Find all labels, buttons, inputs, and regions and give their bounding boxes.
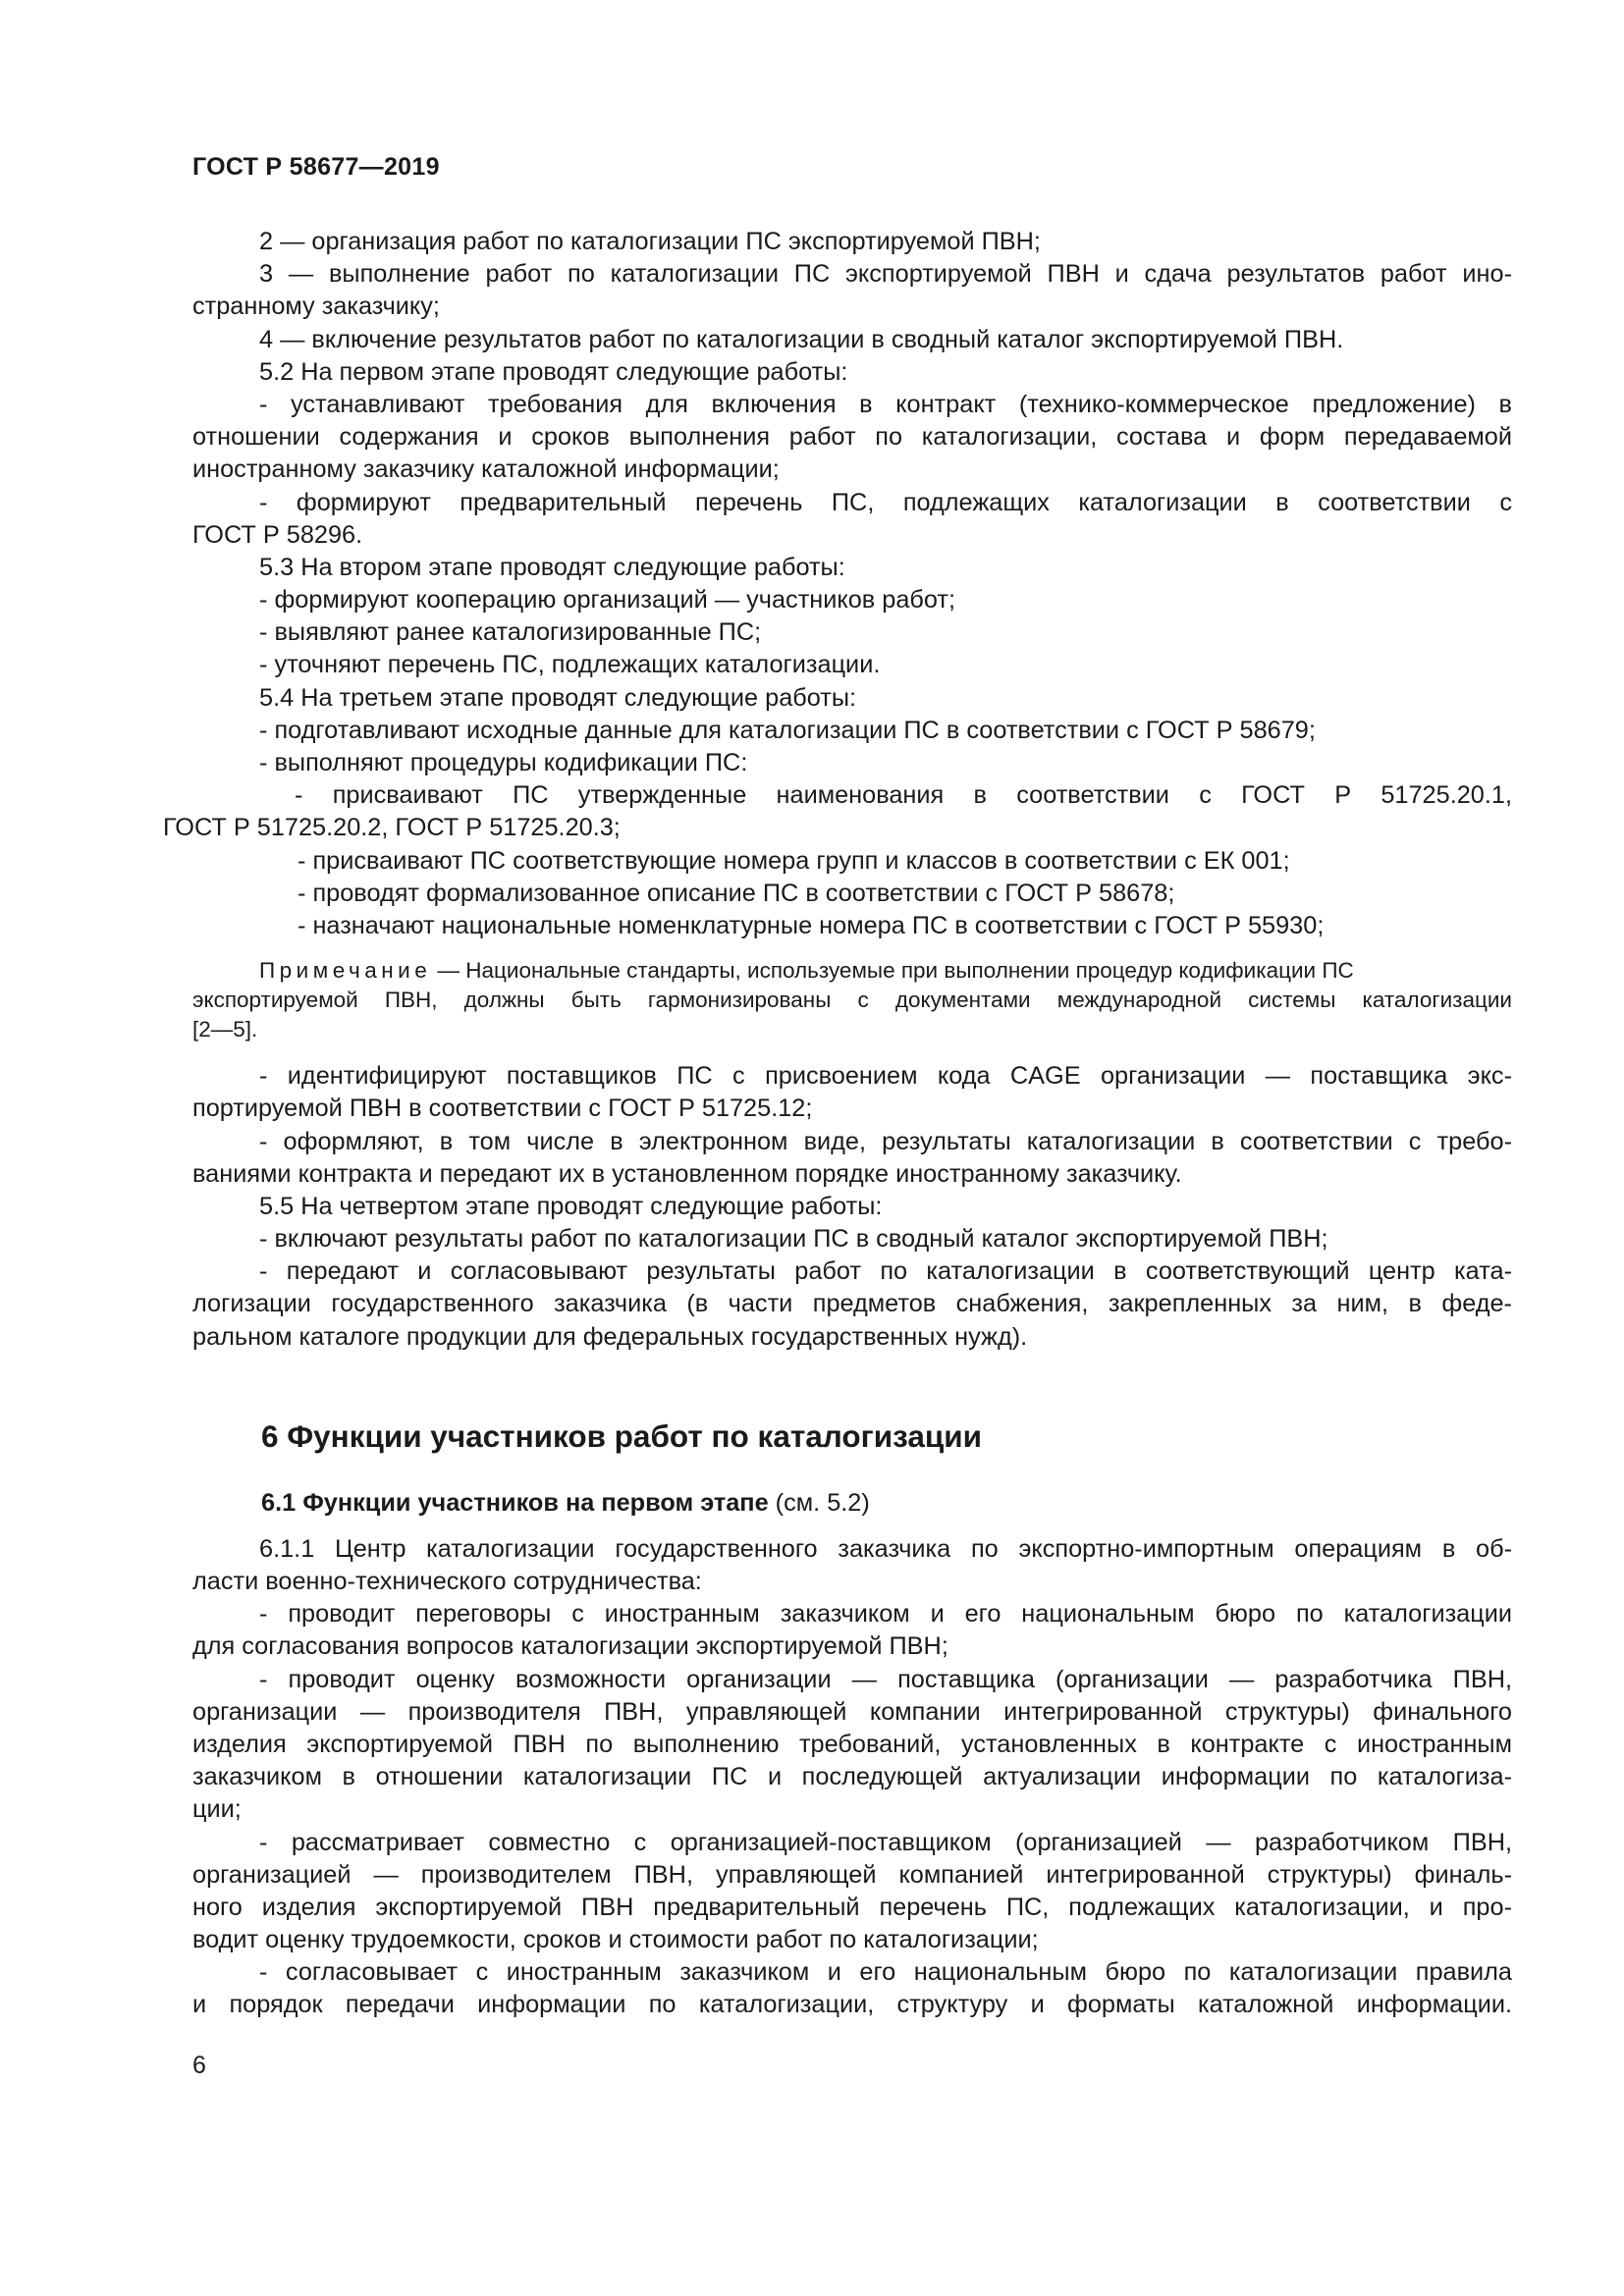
- note-text-3: [2—5].: [192, 1017, 258, 1042]
- note-block: [192, 956, 1512, 1044]
- text-line: и порядок передачи информации по каталогизации, структуру и форматы каталожной информации.: [192, 1991, 1512, 2019]
- text-line: 3 — выполнение работ по каталогизации ПС экспортируемой ПВН и сдача результатов работ ино-: [259, 260, 1512, 289]
- text-line: логизации государственного заказчика (в части предметов снабжения, закрепленных за ним, в феде-: [192, 1290, 1512, 1318]
- section-6-heading: 6 Функции участников работ по каталогизации: [261, 1417, 982, 1454]
- subsection-6-1-title: 6.1 Функции участников на первом этапе: [261, 1488, 769, 1517]
- stages-list-block: [163, 226, 1512, 942]
- text-line: 5.4 На третьем этапе проводят следующие работы:: [259, 683, 857, 712]
- text-line: ного изделия экспортируемой ПВН предварительный перечень ПС, подлежащих каталогизации, и про-: [192, 1893, 1512, 1921]
- text-line: 2 — организация работ по каталогизации ПС экспортируемой ПВН;: [259, 228, 1041, 255]
- text-line: - оформляют, в том числе в электронном виде, результаты каталогизации в соответствии с требо-: [259, 1127, 1512, 1155]
- text-line: - выполняют процедуры кодификации ПС:: [259, 749, 748, 776]
- text-line: изделия экспортируемой ПВН по выполнению требований, установленных в контракте с иностранным: [192, 1730, 1512, 1758]
- text-line: - идентифицируют поставщиков ПС с присвоением кода CAGE организации — поставщика экс-: [259, 1062, 1512, 1091]
- text-line: - формируют кооперацию организаций — участников работ;: [259, 586, 956, 614]
- subsection-6-1-ref: (см. 5.2): [768, 1488, 870, 1517]
- text-line: 6.1.1 Центр каталогизации государственного заказчика по экспортно-импортным операциям в об-: [259, 1534, 1512, 1563]
- stages-continued-block: [192, 1060, 1512, 1354]
- text-line: организации — производителя ПВН, управляющей компании интегрированной структуры) финального: [192, 1697, 1512, 1726]
- note-text-1: — Национальные стандарты, используемые при выполнении процедур кодификации ПС: [431, 958, 1354, 984]
- text-line: странному заказчику;: [192, 293, 440, 321]
- text-line: - согласовывает с иностранным заказчиком и его национальным бюро по каталогизации правила: [259, 1958, 1512, 1987]
- text-line: - устанавливают требования для включения в контракт (технико-коммерческое предложение) в: [259, 390, 1512, 418]
- text-line: 5.5 На четвертом этапе проводят следующие работы:: [259, 1192, 883, 1220]
- subsection-6-1-heading: [192, 1487, 1512, 1520]
- text-line: ГОСТ Р 58296.: [192, 520, 363, 549]
- note-label: Примечание: [259, 958, 432, 984]
- text-line: заказчиком в отношении каталогизации ПС и последующей актуализации информации по каталогиза-: [192, 1763, 1512, 1791]
- text-line: ласти военно-технического сотрудничества:: [192, 1568, 702, 1595]
- text-line: - назначают национальные номенклатурные номера ПС в соответствии с ГОСТ Р 55930;: [298, 911, 1325, 939]
- text-line: водит оценку трудоемкости, сроков и стоимости работ по каталогизации;: [192, 1926, 1039, 1954]
- text-line: - присваивают ПС утвержденные наименования в соответствии с ГОСТ Р 51725.20.1,: [295, 781, 1512, 810]
- text-line: ральном каталоге продукции для федеральных государственных нужд).: [192, 1322, 1028, 1351]
- text-line: - выявляют ранее каталогизированные ПС;: [259, 618, 762, 647]
- text-line: - уточняют перечень ПС, подлежащих каталогизации.: [259, 651, 881, 679]
- text-line: ции;: [192, 1795, 242, 1824]
- text-line: - проводит оценку возможности организации — поставщика (организации — разработчика ПВН,: [259, 1665, 1512, 1693]
- text-line: 5.2 На первом этапе проводят следующие работы:: [259, 357, 848, 386]
- text-line: организацией — производителем ПВН, управляющей компанией интегрированной структуры) финаль-: [192, 1860, 1512, 1889]
- text-line: - присваивают ПС соответствующие номера групп и классов в соответствии с ЕК 001;: [298, 846, 1290, 875]
- text-line: ГОСТ Р 51725.20.2, ГОСТ Р 51725.20.3;: [163, 814, 621, 842]
- section-6-1-1-block: [192, 1533, 1512, 2022]
- page-number: 6: [192, 2052, 206, 2079]
- text-line: - включают результаты работ по каталогизации ПС в сводный каталог экспортируемой ПВН;: [259, 1225, 1328, 1254]
- document-header: ГОСТ Р 58677—2019: [192, 153, 440, 181]
- text-line: - рассматривает совместно с организацией-поставщиком (организацией — разработчиком ПВН,: [259, 1828, 1512, 1856]
- text-line: - подготавливают исходные данные для каталогизации ПС в соответствии с ГОСТ Р 58679;: [259, 716, 1316, 744]
- document-body: [163, 226, 1512, 2022]
- text-line: иностранному заказчику каталожной информации;: [192, 455, 780, 484]
- text-line: - проводят формализованное описание ПС в соответствии с ГОСТ Р 58678;: [298, 879, 1175, 907]
- text-line: отношении содержания и сроков выполнения работ по каталогизации, состава и форм передаваемой: [192, 423, 1512, 452]
- note-text-2: экспортируемой ПВН, должны быть гармонизированы с документами международной системы каталогизации: [192, 988, 1512, 1013]
- text-line: - передают и согласовывают результаты работ по каталогизации в соответствующий центр ката-: [259, 1257, 1512, 1286]
- text-line: - проводит переговоры с иностранным заказчиком и его национальным бюро по каталогизации: [259, 1600, 1512, 1629]
- text-line: для согласования вопросов каталогизации экспортируемой ПВН;: [192, 1632, 948, 1661]
- text-line: ваниями контракта и передают их в установленном порядке иностранному заказчику.: [192, 1159, 1182, 1188]
- text-line: 4 — включение результатов работ по каталогизации в сводный каталог экспортируемой ПВН.: [259, 325, 1344, 353]
- text-line: портируемой ПВН в соответствии с ГОСТ Р 51725.12;: [192, 1095, 813, 1123]
- text-line: 5.3 На втором этапе проводят следующие работы:: [259, 553, 845, 581]
- text-line: - формируют предварительный перечень ПС, подлежащих каталогизации в соответствии с: [259, 488, 1512, 516]
